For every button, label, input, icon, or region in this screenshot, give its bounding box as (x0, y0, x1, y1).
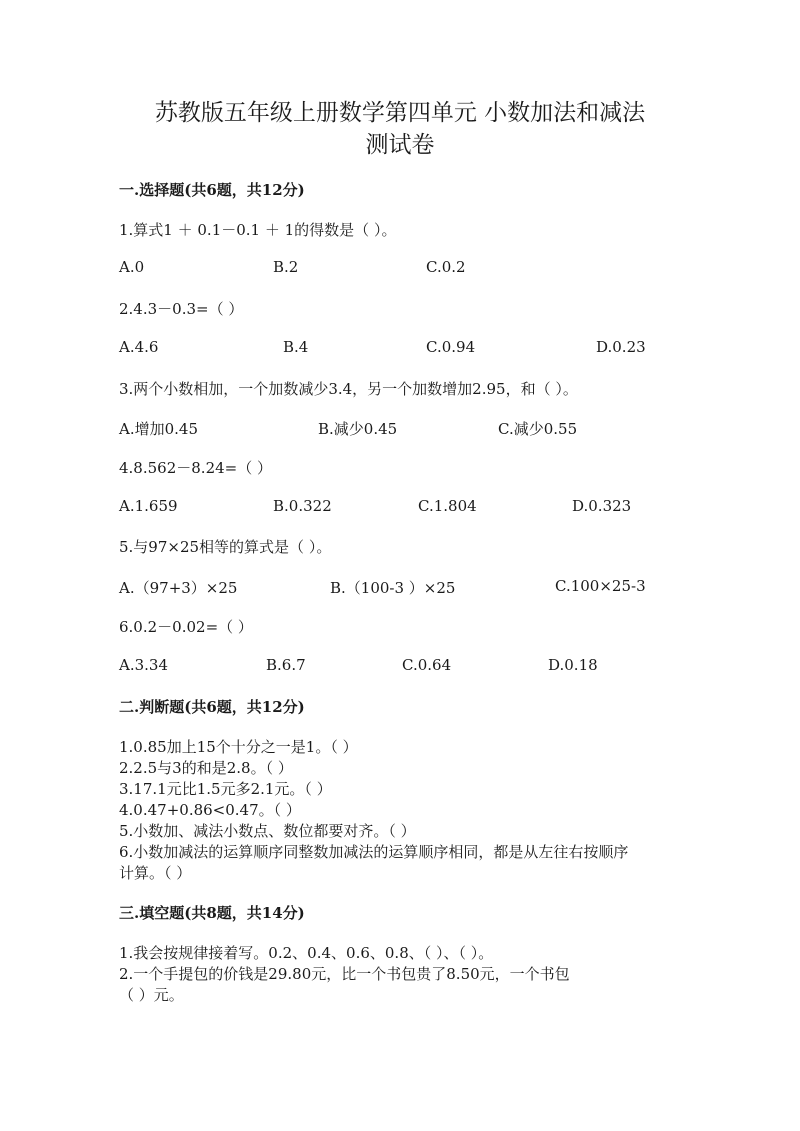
question-option: C.100×25-3 (555, 577, 646, 595)
question-stem: 1.算式1 ＋ 0.1－0.1 ＋ 1的得数是（ ）。 (119, 221, 397, 239)
judgement-item-continued: 计算。（ ） (119, 864, 192, 882)
question-stem: 6.0.2－0.02=（ ） (119, 618, 253, 636)
fill-blank-item: 2.一个手提包的价钱是29.80元，比一个书包贵了8.50元，一个书包 (119, 965, 570, 983)
question-option: B.2 (273, 258, 299, 276)
question-option: C.0.64 (402, 656, 452, 674)
question-option: A.增加0.45 (119, 420, 198, 438)
fill-blank-item-continued: （ ）元。 (119, 986, 184, 1004)
exam-title-line-2: 测试卷 (365, 132, 435, 158)
question-option: D.0.23 (596, 338, 646, 356)
question-option: B.6.7 (266, 656, 306, 674)
judgement-item: 1.0.85加上15个十分之一是1。（ ） (119, 738, 358, 756)
question-option: A.1.659 (119, 497, 178, 515)
question-option: A.4.6 (119, 338, 159, 356)
question-option: D.0.323 (572, 497, 632, 515)
question-option: A.（97+3）×25 (119, 579, 238, 597)
question-option: A.0 (119, 258, 145, 276)
question-stem: 4.8.562－8.24=（ ） (119, 459, 272, 477)
exam-title-line-1: 苏教版五年级上册数学第四单元 小数加法和减法 (154, 100, 646, 126)
question-stem: 5.与97×25相等的算式是（ ）。 (119, 538, 332, 556)
section-heading-judgement: 二.判断题(共6题，共12分) (119, 698, 305, 716)
question-option: C.减少0.55 (498, 420, 578, 438)
question-option: C.0.94 (426, 338, 476, 356)
fill-blank-item: 1.我会按规律接着写。0.2、0.4、0.6、0.8、（ ）、（ ）。 (119, 944, 494, 962)
question-option: B.4 (283, 338, 309, 356)
section-heading-fill-blank: 三.填空题(共8题，共14分) (119, 904, 305, 922)
question-option: C.0.2 (426, 258, 466, 276)
question-option: B.0.322 (273, 497, 332, 515)
question-option: D.0.18 (548, 656, 598, 674)
judgement-item: 3.17.1元比1.5元多2.1元。（ ） (119, 780, 332, 798)
judgement-item: 5.小数加、减法小数点、数位都要对齐。（ ） (119, 822, 416, 840)
judgement-item: 2.2.5与3的和是2.8。（ ） (119, 759, 293, 777)
question-stem: 2.4.3－0.3=（ ） (119, 300, 244, 318)
question-option: C.1.804 (418, 497, 477, 515)
judgement-item: 4.0.47+0.86<0.47。（ ） (119, 801, 301, 819)
section-heading-choice: 一.选择题(共6题，共12分) (119, 181, 305, 199)
question-option: B.（100-3 ）×25 (330, 579, 456, 597)
judgement-item: 6.小数加减法的运算顺序同整数加减法的运算顺序相同，都是从左往右按顺序 (119, 843, 629, 861)
question-option: A.3.34 (119, 656, 168, 674)
question-stem: 3.两个小数相加，一个加数减少3.4，另一个加数增加2.95，和（ ）。 (119, 380, 578, 398)
question-option: B.减少0.45 (318, 420, 398, 438)
